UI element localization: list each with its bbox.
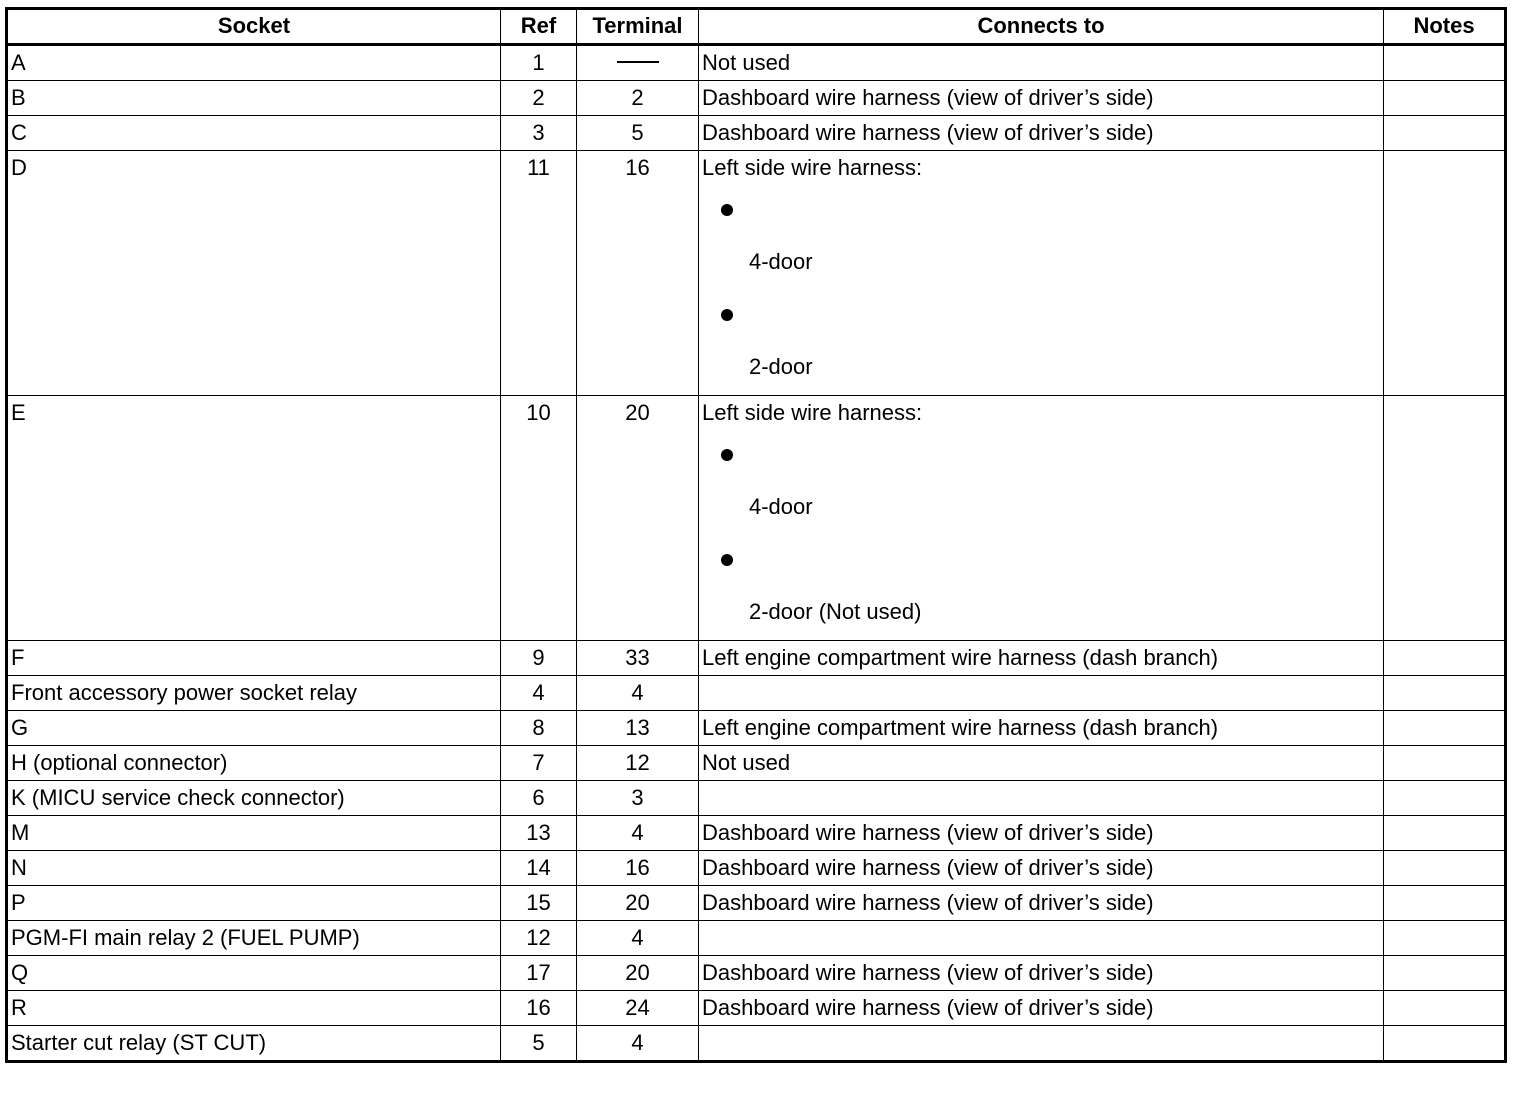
connects-to-cell xyxy=(699,781,1384,816)
notes-cell xyxy=(1384,816,1506,851)
connects-to-cell: Not used xyxy=(699,45,1384,81)
connects-to-cell xyxy=(699,151,1384,396)
notes-cell xyxy=(1384,45,1506,81)
connects-to-cell xyxy=(699,676,1384,711)
table-row xyxy=(7,151,1506,396)
table-row xyxy=(7,676,1506,711)
bullet-dot-icon xyxy=(721,554,733,566)
terminal-cell: 4 xyxy=(577,816,699,851)
terminal-cell: 12 xyxy=(577,746,699,781)
table-row xyxy=(7,45,1506,81)
terminal-cell: 20 xyxy=(577,886,699,921)
ref-cell: 2 xyxy=(501,81,577,116)
bullet-label: 4-door xyxy=(749,249,813,274)
terminal-cell: 24 xyxy=(577,991,699,1026)
table-row xyxy=(7,816,1506,851)
ref-cell: 14 xyxy=(501,851,577,886)
socket-cell: G xyxy=(7,711,501,746)
notes-cell xyxy=(1384,151,1506,396)
notes-cell xyxy=(1384,851,1506,886)
ref-cell: 16 xyxy=(501,991,577,1026)
socket-cell: Front accessory power socket relay xyxy=(7,676,501,711)
terminal-cell: 4 xyxy=(577,676,699,711)
table-row xyxy=(7,641,1506,676)
socket-cell: K (MICU service check connector) xyxy=(7,781,501,816)
terminal-cell: 4 xyxy=(577,1026,699,1062)
notes-cell xyxy=(1384,641,1506,676)
ref-cell: 11 xyxy=(501,151,577,396)
table-row xyxy=(7,81,1506,116)
notes-cell xyxy=(1384,921,1506,956)
table-row xyxy=(7,956,1506,991)
connects-to-cell: Left engine compartment wire harness (dash branch) xyxy=(699,641,1384,676)
notes-cell xyxy=(1384,1026,1506,1062)
terminal-cell xyxy=(577,45,699,81)
notes-cell xyxy=(1384,956,1506,991)
terminal-cell: 33 xyxy=(577,641,699,676)
connects-to-cell: Dashboard wire harness (view of driver’s side) xyxy=(699,851,1384,886)
connects-to-cell: Left engine compartment wire harness (dash branch) xyxy=(699,711,1384,746)
ref-cell: 13 xyxy=(501,816,577,851)
terminal-cell: 4 xyxy=(577,921,699,956)
connects-to-cell: Dashboard wire harness (view of driver’s side) xyxy=(699,116,1384,151)
ref-cell: 7 xyxy=(501,746,577,781)
terminal-cell: 16 xyxy=(577,851,699,886)
header-row xyxy=(7,9,1506,45)
bullet-label: 2-door (Not used) xyxy=(749,599,922,624)
terminal-cell: 13 xyxy=(577,711,699,746)
connects-to-cell: Dashboard wire harness (view of driver’s side) xyxy=(699,816,1384,851)
ref-cell: 10 xyxy=(501,396,577,641)
ref-cell: 9 xyxy=(501,641,577,676)
socket-cell: PGM-FI main relay 2 (FUEL PUMP) xyxy=(7,921,501,956)
bullet-item xyxy=(702,430,1380,482)
ref-cell: 4 xyxy=(501,676,577,711)
ref-cell: 3 xyxy=(501,116,577,151)
notes-cell xyxy=(1384,991,1506,1026)
header-ref: Ref xyxy=(501,9,577,45)
bullet-item xyxy=(702,290,1380,342)
socket-table xyxy=(5,7,1507,1063)
ref-cell: 6 xyxy=(501,781,577,816)
ref-cell: 1 xyxy=(501,45,577,81)
connects-to-heading: Left side wire harness: xyxy=(702,400,923,425)
connects-to-cell: Dashboard wire harness (view of driver’s side) xyxy=(699,81,1384,116)
connects-to-cell: Dashboard wire harness (view of driver’s side) xyxy=(699,991,1384,1026)
table-row xyxy=(7,921,1506,956)
header-connects-to: Connects to xyxy=(699,9,1384,45)
connects-to-cell xyxy=(699,921,1384,956)
terminal-cell: 16 xyxy=(577,151,699,396)
socket-cell: R xyxy=(7,991,501,1026)
terminal-cell: 3 xyxy=(577,781,699,816)
notes-cell xyxy=(1384,746,1506,781)
connects-to-cell xyxy=(699,396,1384,641)
notes-cell xyxy=(1384,886,1506,921)
socket-cell: Q xyxy=(7,956,501,991)
header-terminal: Terminal xyxy=(577,9,699,45)
notes-cell xyxy=(1384,116,1506,151)
bullet-dot-icon xyxy=(721,309,733,321)
table-row xyxy=(7,886,1506,921)
table-row xyxy=(7,116,1506,151)
bullet-item xyxy=(702,185,1380,237)
notes-cell xyxy=(1384,781,1506,816)
table-row xyxy=(7,746,1506,781)
table-row xyxy=(7,1026,1506,1062)
ref-cell: 8 xyxy=(501,711,577,746)
terminal-cell: 5 xyxy=(577,116,699,151)
ref-cell: 12 xyxy=(501,921,577,956)
table-row xyxy=(7,991,1506,1026)
header-notes: Notes xyxy=(1384,9,1506,45)
notes-cell xyxy=(1384,711,1506,746)
ref-cell: 17 xyxy=(501,956,577,991)
socket-cell: Starter cut relay (ST CUT) xyxy=(7,1026,501,1062)
socket-cell: D xyxy=(7,151,501,396)
terminal-none-dash xyxy=(617,61,659,63)
table-row xyxy=(7,396,1506,641)
table-row xyxy=(7,711,1506,746)
terminal-cell: 20 xyxy=(577,396,699,641)
header-socket: Socket xyxy=(7,9,501,45)
socket-cell: M xyxy=(7,816,501,851)
socket-cell: P xyxy=(7,886,501,921)
notes-cell xyxy=(1384,676,1506,711)
terminal-cell: 20 xyxy=(577,956,699,991)
socket-cell: A xyxy=(7,45,501,81)
connects-to-heading: Left side wire harness: xyxy=(702,155,923,180)
bullet-dot-icon xyxy=(721,204,733,216)
socket-cell: F xyxy=(7,641,501,676)
ref-cell: 15 xyxy=(501,886,577,921)
notes-cell xyxy=(1384,396,1506,641)
connects-to-cell: Dashboard wire harness (view of driver’s side) xyxy=(699,886,1384,921)
connects-to-cell xyxy=(699,1026,1384,1062)
socket-cell: N xyxy=(7,851,501,886)
connects-to-cell: Dashboard wire harness (view of driver’s side) xyxy=(699,956,1384,991)
socket-cell: C xyxy=(7,116,501,151)
table-row xyxy=(7,781,1506,816)
connects-to-cell: Not used xyxy=(699,746,1384,781)
socket-cell: H (optional connector) xyxy=(7,746,501,781)
bullet-label: 4-door xyxy=(749,494,813,519)
bullet-item xyxy=(702,535,1380,587)
socket-cell: E xyxy=(7,396,501,641)
ref-cell: 5 xyxy=(501,1026,577,1062)
notes-cell xyxy=(1384,81,1506,116)
bullet-dot-icon xyxy=(721,449,733,461)
terminal-cell: 2 xyxy=(577,81,699,116)
socket-cell: B xyxy=(7,81,501,116)
table-row xyxy=(7,851,1506,886)
bullet-label: 2-door xyxy=(749,354,813,379)
